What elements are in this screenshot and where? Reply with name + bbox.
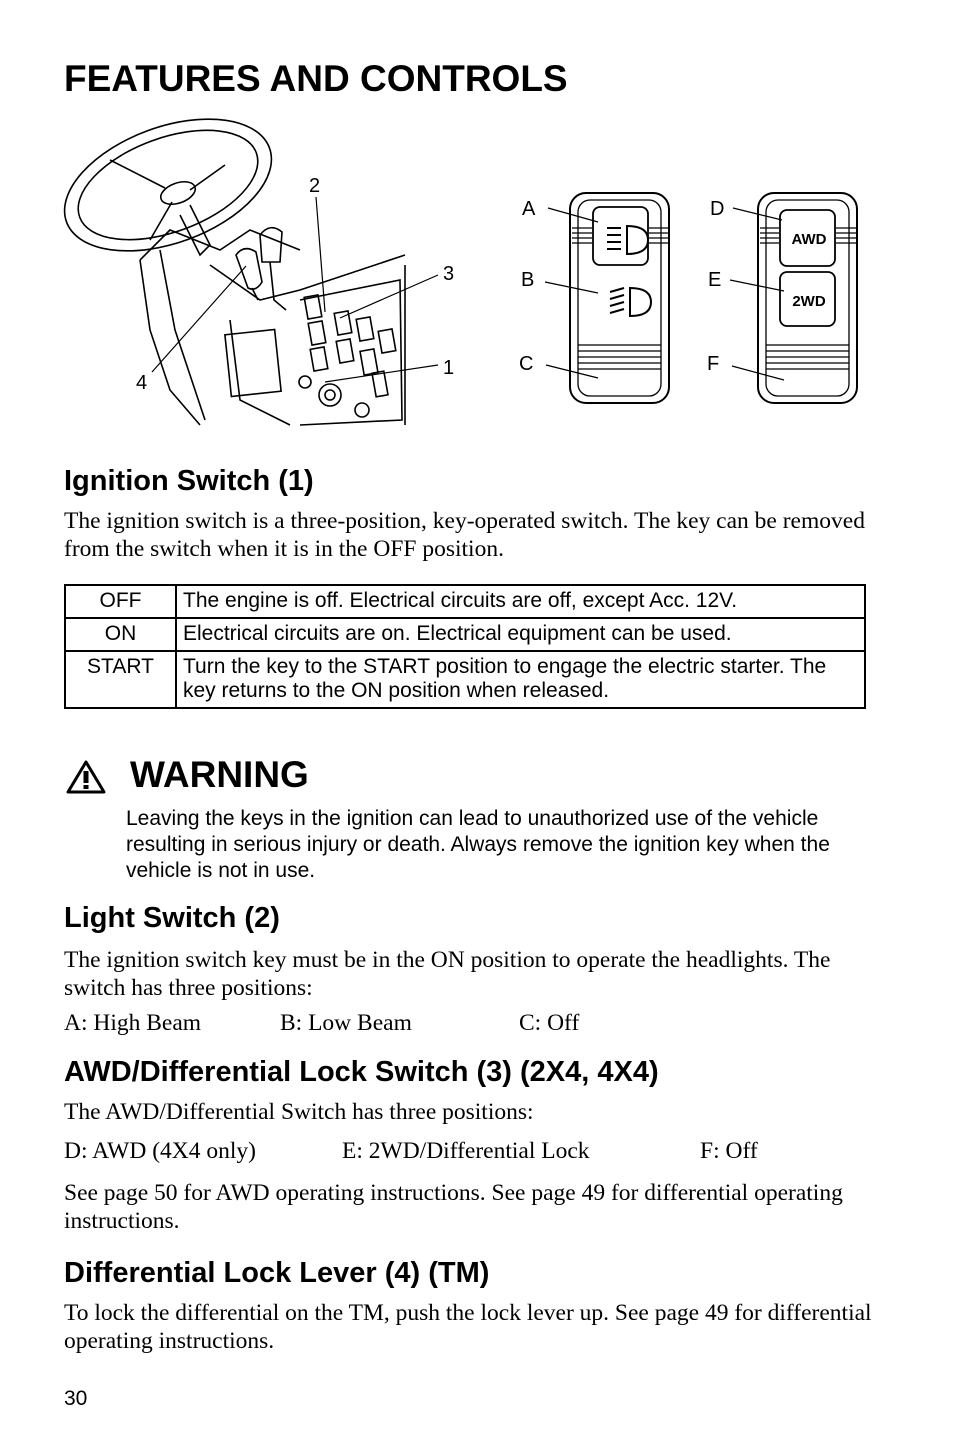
letter-f: F — [707, 353, 720, 375]
controls-illustration — [60, 100, 880, 435]
option-d: D: AWD (4X4 only) — [64, 1138, 256, 1164]
diff-lever-heading: Differential Lock Lever (4) (TM) — [64, 1257, 490, 1289]
table-row — [65, 618, 865, 651]
description-cell: The engine is off. Electrical circuits are off, except Acc. 12V. — [176, 585, 865, 618]
light-switch-heading: Light Switch (2) — [64, 902, 280, 934]
light-switch-rocker — [570, 193, 669, 403]
awd-switch-heading: AWD/Differential Lock Switch (3) (2X4, 4X4) — [64, 1056, 659, 1088]
diff-lever-text: To lock the differential on the TM, push the lock lever up. See page 49 for differential operating instructions. — [64, 1300, 872, 1354]
awd-button-label: AWD — [791, 231, 827, 248]
table-row — [65, 651, 865, 708]
table-row — [65, 585, 865, 618]
dashboard-drawing — [60, 100, 405, 425]
description-cell: Turn the key to the START position to engage the electric starter. The key returns to the ON position when released. — [176, 651, 865, 708]
letter-c: C — [519, 353, 534, 375]
option-e: E: 2WD/Differential Lock — [342, 1138, 590, 1164]
warning-triangle-icon — [66, 760, 106, 794]
callout-lines — [152, 197, 784, 382]
twowd-button-label: 2WD — [792, 293, 826, 310]
callout-3: 3 — [443, 263, 455, 285]
position-cell: OFF — [65, 585, 176, 618]
letter-e: E — [708, 269, 722, 291]
letter-b: B — [521, 269, 535, 291]
callout-1: 1 — [443, 357, 455, 379]
low-beam-icon — [610, 288, 651, 316]
warning-title: WARNING — [130, 754, 309, 795]
callout-4: 4 — [136, 372, 148, 394]
light-switch-text: The ignition switch key must be in the ON position to operate the headlights. The switch has three positions: — [64, 947, 831, 1001]
position-cell: ON — [65, 618, 176, 651]
letter-d: D — [710, 198, 725, 220]
callout-2: 2 — [309, 175, 321, 197]
ignition-heading: Ignition Switch (1) — [64, 465, 314, 497]
option-f: F: Off — [700, 1138, 758, 1164]
option-c: C: Off — [519, 1010, 580, 1036]
page-number: 30 — [64, 1387, 88, 1410]
awd-switch-note: See page 50 for AWD operating instructions. See page 49 for differential operating instructions. — [64, 1180, 843, 1234]
page-title: FEATURES AND CONTROLS — [64, 58, 568, 99]
ignition-positions-table — [64, 584, 866, 709]
letter-a: A — [522, 198, 536, 220]
warning-text: Leaving the keys in the ignition can lead to unauthorized use of the vehicle resulting in serious injury or death. Always remove the ignition key when the vehicle is not in use. — [126, 807, 830, 882]
ignition-text: The ignition switch is a three-position, key-operated switch. The key can be removed from the switch when it is in the OFF position. — [64, 508, 865, 562]
position-cell: START — [65, 651, 176, 708]
option-a: A: High Beam — [64, 1010, 202, 1036]
option-b: B: Low Beam — [280, 1010, 412, 1036]
awd-switch-text: The AWD/Differential Switch has three positions: — [64, 1099, 534, 1125]
high-beam-icon — [607, 226, 648, 254]
description-cell: Electrical circuits are on. Electrical equipment can be used. — [176, 618, 865, 651]
